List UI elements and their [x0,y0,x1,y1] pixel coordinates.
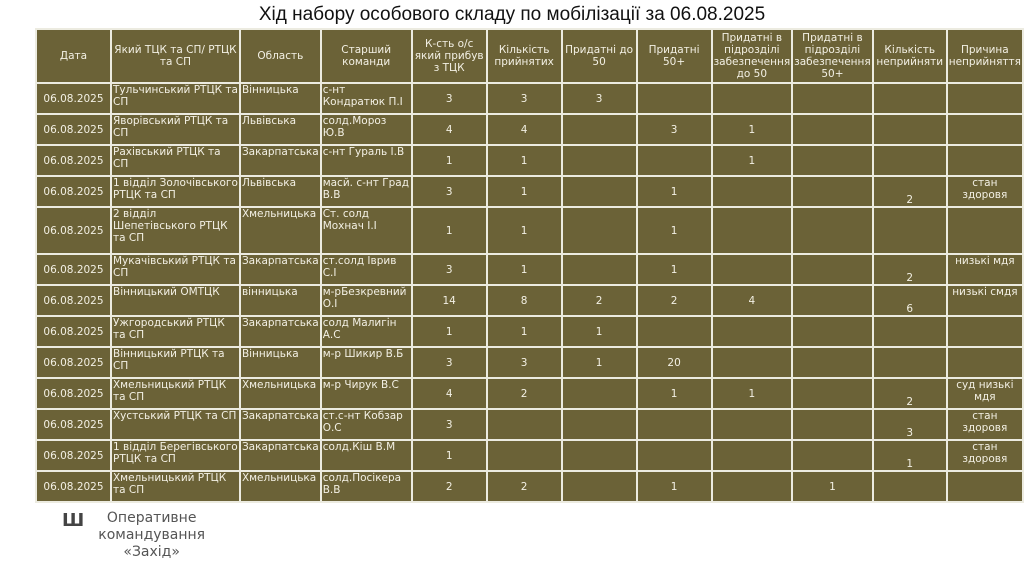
table-cell: 2 відділ Шепетівського РТЦК та СП [111,207,240,254]
table-cell [792,145,873,176]
table-cell: Вінницький ОМТЦК [111,285,240,316]
table-cell: 2 [873,254,947,285]
table-cell: 3 [487,83,562,114]
table-cell: 1 [487,254,562,285]
table-cell: Львівська [240,176,321,207]
table-cell: низькі мдя [947,254,1023,285]
table-cell: стан здоровя [947,176,1023,207]
table-cell: м-р Шикир В.Б [321,347,412,378]
table-cell: 2 [487,471,562,502]
table-cell: 1 [712,378,793,409]
column-header: Придатні 50+ [637,29,712,83]
table-cell: 06.08.2025 [36,145,111,176]
table-cell [792,83,873,114]
table-cell [637,316,712,347]
table-cell [562,440,637,471]
table-cell: 1 [562,347,637,378]
table-row [36,254,1023,285]
table-cell: Ужгородський РТЦК та СП [111,316,240,347]
column-header: Причина неприйняття [947,29,1023,83]
table-cell [792,285,873,316]
table-cell: ст.с-нт Кобзар О.С [321,409,412,440]
table-cell [792,347,873,378]
table-cell: 2 [873,176,947,207]
table-cell: 06.08.2025 [36,285,111,316]
table-cell: 06.08.2025 [36,471,111,502]
table-cell: 06.08.2025 [36,316,111,347]
table-cell [947,114,1023,145]
column-header: Придатні в підрозділі забезпечення до 50 [712,29,793,83]
table-cell: 1 [873,440,947,471]
table-cell [792,254,873,285]
table-cell: 06.08.2025 [36,378,111,409]
logo [62,510,205,561]
table-cell: 1 відділ Берегівського РТЦК та СП [111,440,240,471]
table-cell: 06.08.2025 [36,83,111,114]
table-cell: 1 [562,316,637,347]
table-cell: ст.солд Іврив С.І [321,254,412,285]
table-cell: 1 [487,207,562,254]
table-cell: Ст. солд Мохнач І.І [321,207,412,254]
table-cell: низькі смдя [947,285,1023,316]
table-cell [637,83,712,114]
mobilization-table [35,28,1024,503]
table-cell: 3 [412,176,487,207]
logo-line: командування [98,527,206,543]
table-cell: 8 [487,285,562,316]
column-header: К-сть о/с який прибув з ТЦК [412,29,487,83]
table-cell: 1 [637,254,712,285]
table-cell: суд низькі мдя [947,378,1023,409]
table-cell [873,316,947,347]
table-cell: Закарпатська [240,440,321,471]
table-cell: солд.Мороз Ю.В [321,114,412,145]
table-cell: 2 [637,285,712,316]
table-cell: м-рБезкревний О.І [321,285,412,316]
table-row [36,176,1023,207]
table-cell [873,347,947,378]
table-cell [712,409,793,440]
table-cell [873,83,947,114]
table-cell [562,254,637,285]
table-cell [562,176,637,207]
table-cell [562,409,637,440]
logo-line: «Захід» [123,544,180,560]
table-cell: Мукачівський РТЦК та СП [111,254,240,285]
table-cell: Тульчинський РТЦК та СП [111,83,240,114]
table-cell [712,316,793,347]
table-cell [487,409,562,440]
table-cell: вінницька [240,285,321,316]
table-cell: Хмельницький РТЦК та СП [111,471,240,502]
table-cell: Хмельницький РТЦК та СП [111,378,240,409]
table-cell [712,347,793,378]
table-cell [562,114,637,145]
table-cell: 4 [412,114,487,145]
table-cell: 2 [562,285,637,316]
table-cell: 1 відділ Золочівського РТЦК та СП [111,176,240,207]
table-row [36,409,1023,440]
table-cell [792,316,873,347]
table-cell [562,471,637,502]
table-cell: Яворівський РТЦК та СП [111,114,240,145]
table-cell [947,145,1023,176]
table-cell: 1 [412,207,487,254]
column-header: Дата [36,29,111,83]
table-cell [637,145,712,176]
table-cell: 1 [712,145,793,176]
table-cell: 06.08.2025 [36,207,111,254]
table-cell [947,347,1023,378]
table-cell: солд.Кіш В.М [321,440,412,471]
table-cell: 3 [487,347,562,378]
table-cell: стан здоровя [947,440,1023,471]
table-cell: 1 [487,176,562,207]
table-cell: солд.Посікера В.В [321,471,412,502]
table-row [36,316,1023,347]
column-header: Придатні в підрозділі забезпечення 50+ [792,29,873,83]
table-cell: 06.08.2025 [36,176,111,207]
table-cell: 3 [412,254,487,285]
table-cell: 3 [873,409,947,440]
table-cell: 06.08.2025 [36,114,111,145]
table-cell [562,207,637,254]
table-row [36,471,1023,502]
table-cell: Закарпатська [240,316,321,347]
table-cell: Хмельницька [240,378,321,409]
table-row [36,347,1023,378]
table-cell [792,207,873,254]
table-row [36,207,1023,254]
table-cell: 1 [412,145,487,176]
column-header: Старший команди [321,29,412,83]
table-cell [637,409,712,440]
table-cell [792,409,873,440]
table-cell: 6 [873,285,947,316]
table-cell: Хмельницька [240,207,321,254]
column-header: Область [240,29,321,83]
table-row [36,285,1023,316]
table-cell: Вінницький РТЦК та СП [111,347,240,378]
table-cell [873,114,947,145]
table-cell [792,114,873,145]
table-cell: Вінницька [240,83,321,114]
table-cell: 1 [712,114,793,145]
column-header: Придатні до 50 [562,29,637,83]
table-cell: 2 [873,378,947,409]
table-cell [792,440,873,471]
table-cell [637,440,712,471]
table-cell [947,83,1023,114]
table-cell [712,83,793,114]
table-row [36,145,1023,176]
table-cell [792,378,873,409]
table-cell: 1 [412,440,487,471]
table-cell: солд Малигін А.С [321,316,412,347]
table-cell: Хмельницька [240,471,321,502]
table-row [36,378,1023,409]
table-cell [712,176,793,207]
table-cell: Закарпатська [240,145,321,176]
trident-icon: Ш [62,510,85,531]
table-cell: 2 [487,378,562,409]
table-cell [947,471,1023,502]
table-cell: 14 [412,285,487,316]
table-cell [947,316,1023,347]
table-cell: 20 [637,347,712,378]
table-cell: 4 [487,114,562,145]
table-cell: 4 [712,285,793,316]
table-cell [712,254,793,285]
table-cell: с-нт Кондратюк П.І [321,83,412,114]
table-cell [487,440,562,471]
table-cell: 1 [487,145,562,176]
table-cell [712,207,793,254]
table-cell: 06.08.2025 [36,440,111,471]
table-cell: 1 [412,316,487,347]
table-cell: 3 [562,83,637,114]
table-row [36,440,1023,471]
logo-line: Оперативне [106,510,197,526]
table-cell: 1 [637,378,712,409]
table-cell: 3 [412,347,487,378]
logo-text [98,510,205,561]
table-cell [562,378,637,409]
table-cell: стан здоровя [947,409,1023,440]
column-header: Кількість неприйняти [873,29,947,83]
column-header: Кількість прийнятих [487,29,562,83]
header-row [36,29,1023,83]
table-cell: 1 [637,471,712,502]
table-cell [873,207,947,254]
table-cell [873,471,947,502]
table-cell [712,471,793,502]
table-cell: 4 [412,378,487,409]
table-cell: с-нт Гураль І.В [321,145,412,176]
table-cell [792,176,873,207]
table-cell: 2 [412,471,487,502]
table-cell: 06.08.2025 [36,254,111,285]
table-cell: Закарпатська [240,409,321,440]
table-row [36,114,1023,145]
table-row [36,83,1023,114]
column-header: Який ТЦК та СП/ РТЦК та СП [111,29,240,83]
table-cell: 3 [412,409,487,440]
table-cell: 06.08.2025 [36,347,111,378]
table-cell: 3 [412,83,487,114]
table-cell: Хустський РТЦК та СП [111,409,240,440]
table-cell: 06.08.2025 [36,409,111,440]
table-cell: 1 [637,207,712,254]
table-cell: 3 [637,114,712,145]
table-cell: масй. с-нт Град В.В [321,176,412,207]
table-cell: Закарпатська [240,254,321,285]
table-cell [873,145,947,176]
table-cell: 1 [792,471,873,502]
table-cell [562,145,637,176]
table-cell: 1 [637,176,712,207]
table-cell: Рахівський РТЦК та СП [111,145,240,176]
table-cell: м-р Чирук В.С [321,378,412,409]
table-cell: Вінницька [240,347,321,378]
table-cell: 1 [487,316,562,347]
table-cell [712,440,793,471]
page-title: Хід набору особового складу по мобілізації за 06.08.2025 [258,4,766,25]
table-cell [947,207,1023,254]
table-cell: Львівська [240,114,321,145]
